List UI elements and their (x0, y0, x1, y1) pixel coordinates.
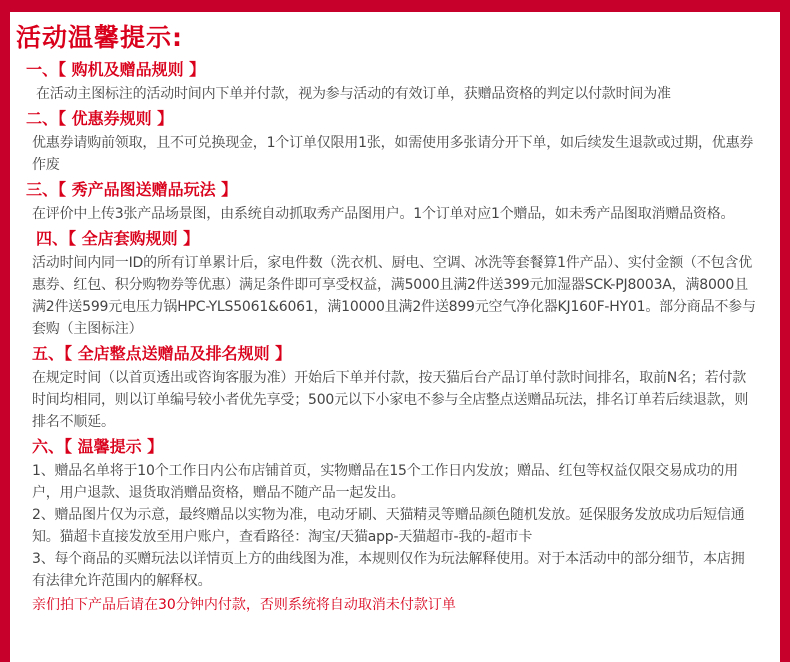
section-text: 在活动主图标注的活动时间内下单并付款，视为参与活动的有效订单，获赠品资格的判定以付款时间为准 (36, 86, 671, 102)
section-heading: 三、【 秀产品图送赠品玩法 】 (26, 180, 238, 199)
section-heading: 一、【 购机及赠品规则 】 (26, 60, 206, 79)
section-text: 优惠券请购前领取，且不可兑换现金，1个订单仅限用1张，如需使用多张请分开下单，如后续发生退款或过期，优惠券作废 (32, 135, 754, 173)
section-coupon (20, 105, 758, 176)
section-heading: 二、【 优惠券规则 】 (26, 109, 174, 128)
section-text: 在评价中上传3张产品场景图，由系统自动抓取秀产品图用户。1个订单对应1个赠品，如未秀产品图取消赠品资格。 (32, 206, 735, 222)
rules-content (20, 56, 758, 616)
section-heading: 四、【 全店套购规则 】 (36, 229, 200, 248)
section-heading: 五、【 全店整点送赠品及排名规则 】 (32, 344, 292, 363)
section-heading: 六、【 温馨提示 】 (32, 437, 164, 456)
section-bundle (20, 225, 758, 340)
section-text: 活动时间内同一ID的所有订单累计后，家电件数（洗衣机、厨电、空调、冰洗等套餐算1件产品）、实付金额（不包含优惠券、红包、积分购物券等优惠）满足条件即可享受权益，满5000且满2件送399元加湿器SCK-PJ8003A，满8000且满2件送599元电压力锅HPC-YLS5061&6061，满10000且满2件送899元空气净化器KJ160F-HY01。部分商品不参与套购（主图标注） (32, 255, 756, 337)
section-purchase-gift (20, 56, 758, 105)
section-photo-gift (20, 176, 758, 225)
page-title: 活动温馨提示: (16, 23, 183, 52)
tip-item: 2、赠品图片仅为示意，最终赠品以实物为准，电动牙刷、天猫精灵等赠品颜色随机发放。延保服务发放成功后短信通知。猫超卡直接发放至用户账户，查看路径：淘宝/天猫app-天猫超市-我的-超市卡 (32, 507, 745, 545)
tip-item: 1、赠品名单将于10个工作日内公布店铺首页，实物赠品在15个工作日内发放；赠品、红包等权益仅限交易成功的用户，用户退款、退货取消赠品资格，赠品不随产品一起发出。 (32, 463, 738, 501)
section-text: 在规定时间（以首页透出或咨询客服为准）开始后下单并付款，按天猫后台产品订单付款时间排名，取前N名；若付款时间均相同，则以订单编号较小者优先享受；500元以下小家电不参与全店整点送赠品玩法，排名订单若后续退款，则排名不顺延。 (32, 370, 749, 430)
section-hourly-gift (20, 340, 758, 433)
payment-reminder: 亲们拍下产品后请在30分钟内付款，否则系统将自动取消未付款订单 (32, 597, 456, 613)
tip-item: 3、每个商品的买赠玩法以详情页上方的曲线图为准，本规则仅作为玩法解释使用。对于本活动中的部分细节，本店拥有法律允许范围内的解释权。 (32, 551, 745, 589)
section-tips (20, 433, 758, 592)
